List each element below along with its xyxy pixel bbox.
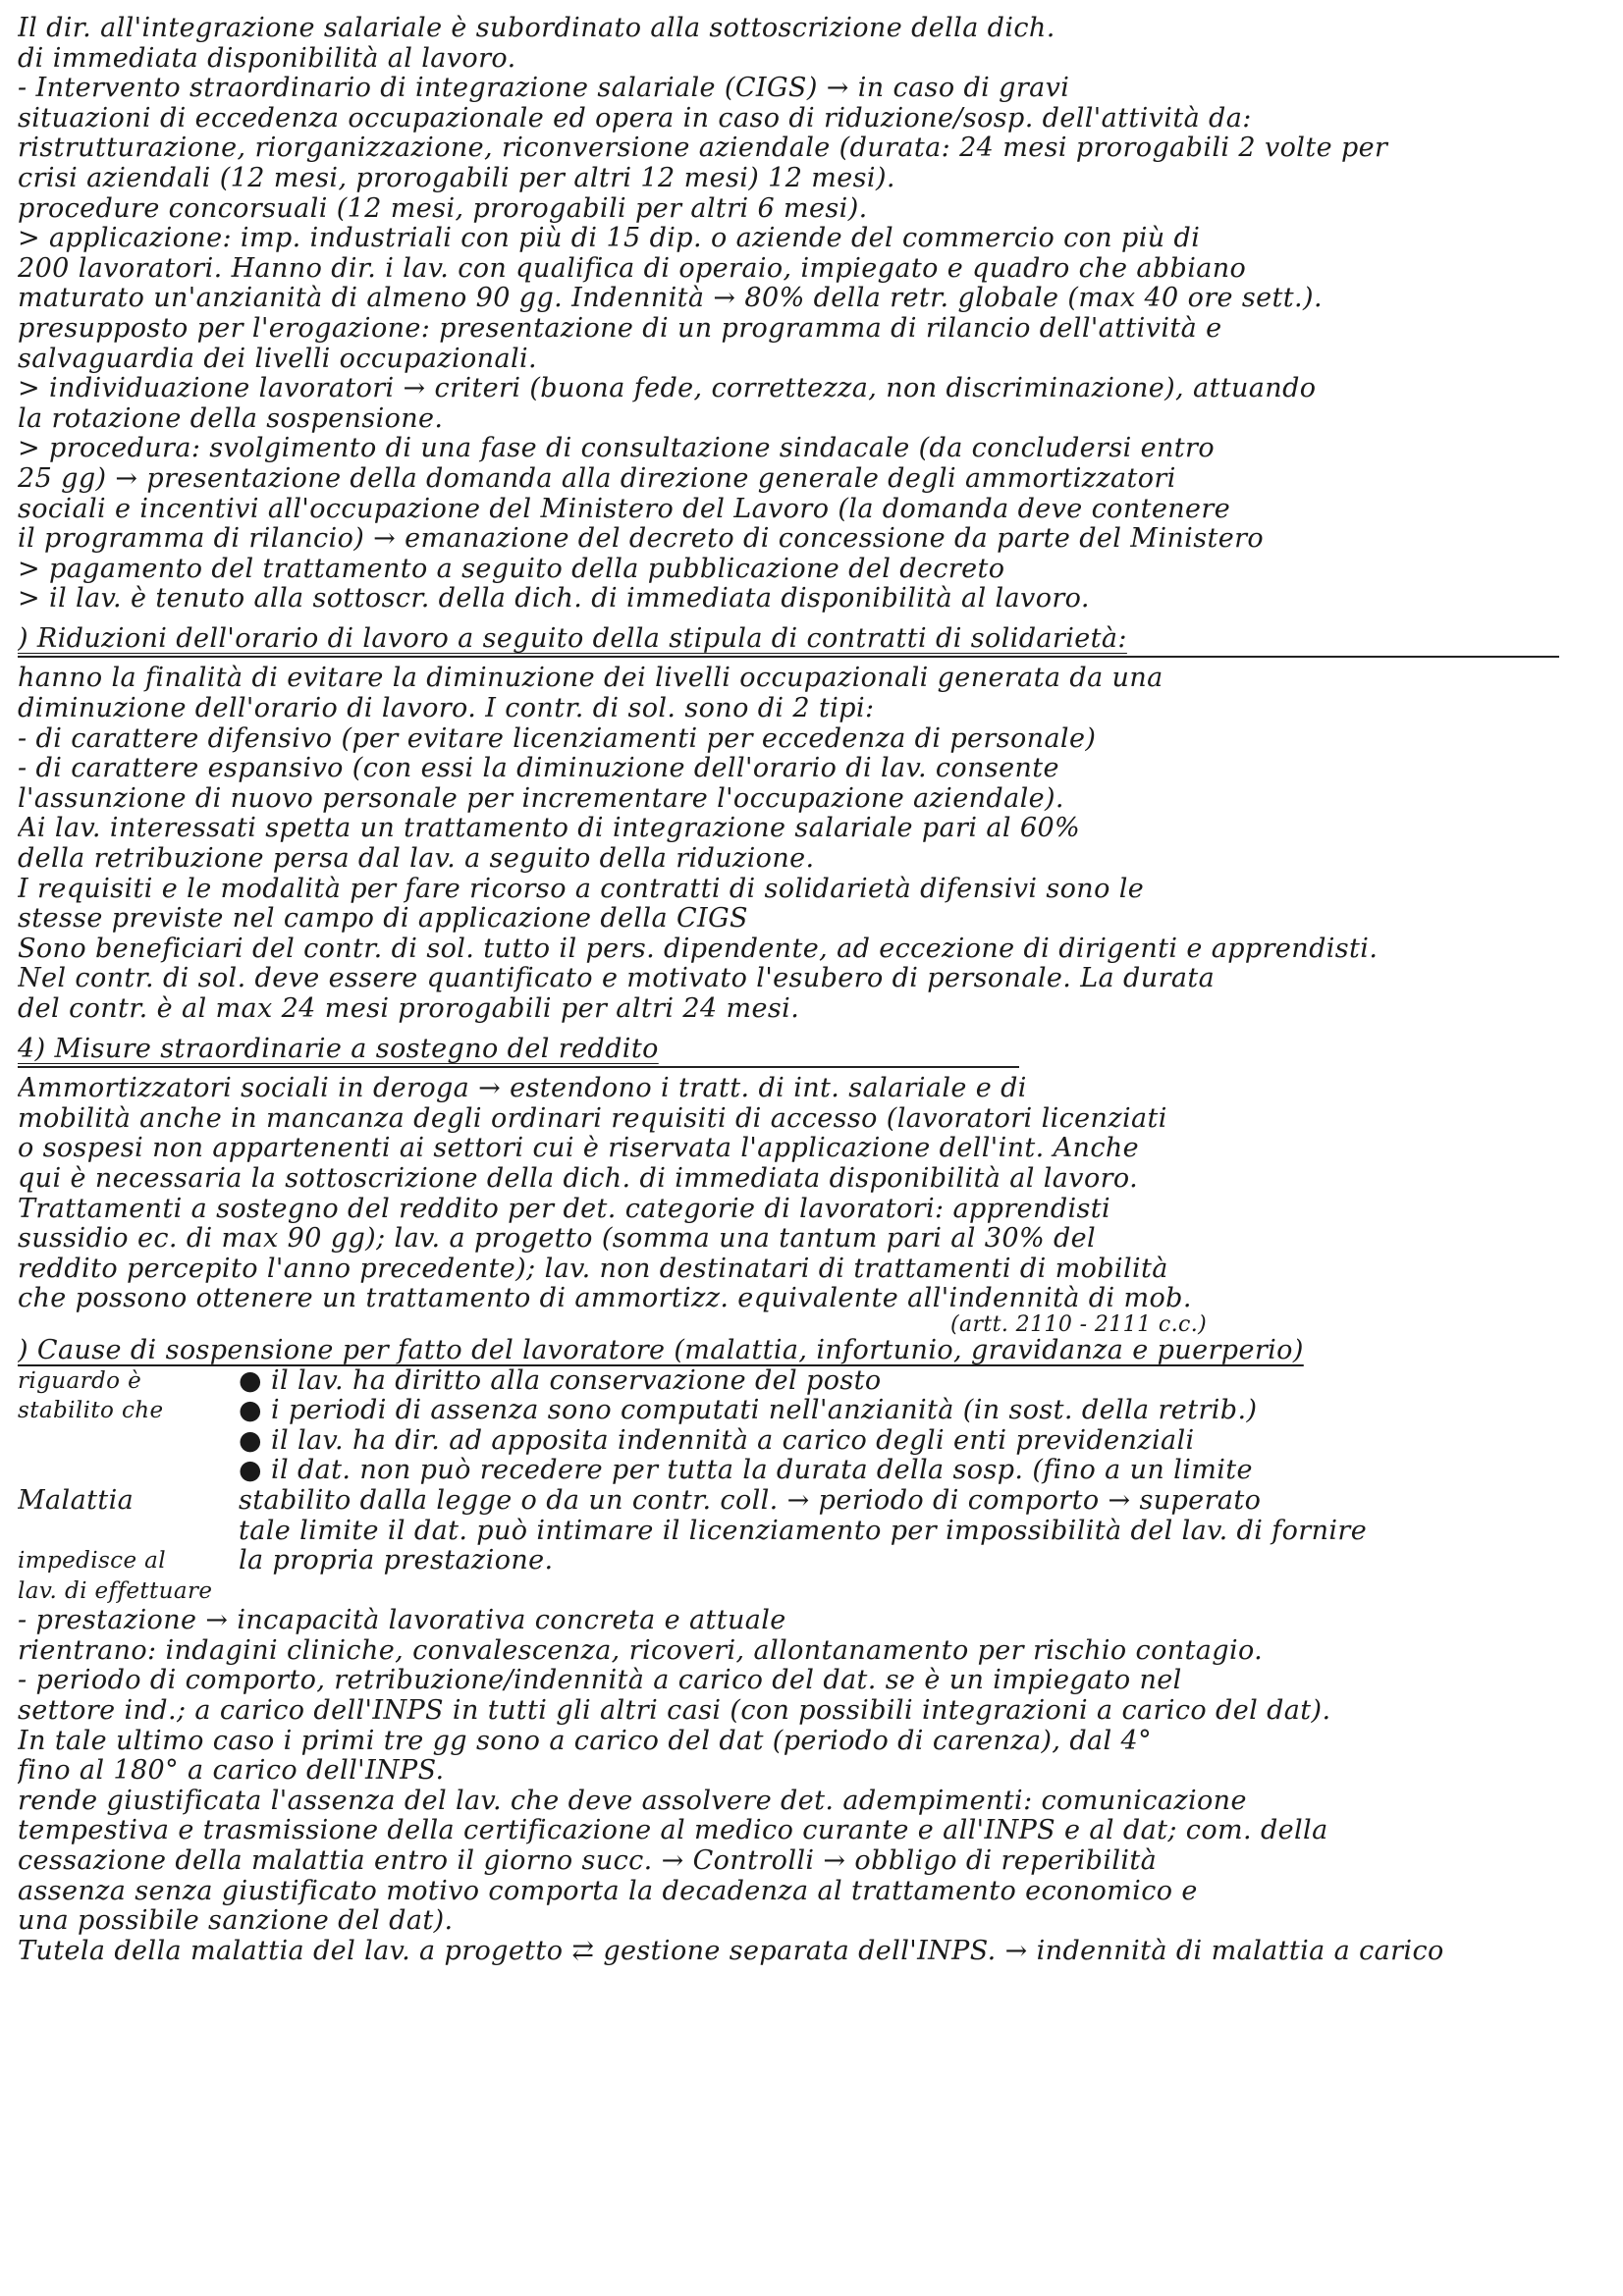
text-line: - prestazione → incapacità lavorativa concreta e attuale: [18, 1606, 786, 1636]
text-line: qui è necessaria la sottoscrizione della dich. di immediata disponibilità al lavoro.: [18, 1163, 1139, 1194]
side-label: [18, 1517, 239, 1547]
bullet-item: ● i periodi di assenza sono computati nell'anzianità (in sost. della retrib.): [239, 1396, 1258, 1426]
text-line: > applicazione: imp. industriali con più di 15 dip. o aziende del commercio con più di: [18, 224, 1201, 254]
text-line: Nel contr. di sol. deve essere quantificato e motivato l'esubero di personale. La durata: [18, 964, 1216, 994]
bullet-item: ● il lav. ha diritto alla conservazione del posto: [239, 1365, 882, 1396]
side-label: riguardo è: [18, 1367, 142, 1394]
text-line: la propria prestazione.: [239, 1546, 554, 1576]
text-line: Sono beneficiari del contr. di sol. tutto il pers. dipendente, ad eccezione di dirigenti e apprendisti.: [18, 934, 1379, 964]
text-line: presupposto per l'erogazione: presentazione di un programma di rilancio dell'attività e: [18, 313, 1222, 344]
section-heading-text: ) Cause di sospensione per fatto del lavoratore (malattia, infortunio, gravidanza e puerperio): [18, 1335, 1304, 1365]
bullet-item: ● il lav. ha dir. ad apposita indennità a carico degli enti previdenziali: [239, 1425, 1195, 1456]
text-line: della retribuzione persa dal lav. a seguito della riduzione.: [18, 844, 815, 875]
bullet-item: ● il dat. non può recedere per tutta la durata della sosp. (fino a un limite: [239, 1456, 1253, 1486]
text-line: la rotazione della sospensione.: [18, 403, 444, 434]
text-line: settore ind.; a carico dell'INPS in tutti gli altri casi (con possibili integrazioni a carico del dat).: [18, 1696, 1331, 1727]
section-heading-text: 4) Misure straordinarie a sostegno del reddito: [18, 1034, 659, 1064]
text-line: stabilito dalla legge o da un contr. coll. → periodo di comporto → superato: [239, 1485, 1262, 1516]
text-line: diminuzione dell'orario di lavoro. I contr. di sol. sono di 2 tipi:: [18, 694, 875, 724]
text-line: reddito percepito l'anno precedente); lav. non destinatari di trattamenti di mobilità: [18, 1254, 1168, 1284]
text-line: Ai lav. interessati spetta un trattamento di integrazione salariale pari al 60%: [18, 814, 1081, 844]
side-label: stabilito che: [18, 1398, 164, 1424]
text-line: I requisiti e le modalità per fare ricorso a contratti di solidarietà difensivi sono le: [18, 874, 1145, 904]
text-line: tempestiva e trasmissione della certificazione al medico curante e all'INPS e al dat; com. della: [18, 1816, 1328, 1846]
text-line: hanno la finalità di evitare la diminuzione dei livelli occupazionali generata da una: [18, 664, 1163, 694]
text-line: sociali e incentivi all'occupazione del Ministero del Lavoro (la domanda deve contenere: [18, 494, 1231, 524]
text-line: crisi aziendali (12 mesi, prorogabili per altri 12 mesi) 12 mesi).: [18, 163, 895, 193]
section-heading: [18, 1035, 1590, 1065]
text-line: - di carattere difensivo (per evitare licenziamenti per eccedenza di personale): [18, 723, 1097, 754]
text-line: > il lav. è tenuto alla sottoscr. della dich. di immediata disponibilità al lavoro.: [18, 584, 1090, 614]
text-line: procedure concorsuali (12 mesi, prorogabili per altri 6 mesi).: [18, 193, 868, 224]
side-label: impedisce al: [18, 1548, 167, 1575]
intro-section: [18, 14, 1590, 74]
text-line: Ammortizzatori sociali in deroga → estendono i tratt. di int. salariale e di: [18, 1074, 1027, 1104]
text-line: assenza senza giustificato motivo comporta la decadenza al trattamento economico e: [18, 1876, 1198, 1906]
text-line: di immediata disponibilità al lavoro.: [18, 43, 516, 74]
text-line: situazioni di eccedenza occupazionale ed opera in caso di riduzione/sosp. dell'attività da:: [18, 103, 1252, 133]
text-line: > procedura: svolgimento di una fase di consultazione sindacale (da concludersi entro: [18, 434, 1216, 464]
side-label-malattia: Malattia: [18, 1485, 135, 1516]
text-line: una possibile sanzione del dat).: [18, 1906, 454, 1937]
text-line: > individuazione lavoratori → criteri (buona fede, correttezza, non discriminazione), attuando: [18, 374, 1317, 404]
spacer: [239, 1576, 1590, 1607]
heading-underline: [18, 656, 1559, 658]
text-line: 200 lavoratori. Hanno dir. i lav. con qualifica di operaio, impiegato e quadro che abbiano: [18, 253, 1247, 284]
text-line: maturato un'anzianità di almeno 90 gg. Indennità → 80% della retr. globale (max 40 ore sett.).: [18, 284, 1323, 314]
text-line: ristrutturazione, riorganizzazione, riconversione aziendale (durata: 24 mesi prorogabili 2 volte per: [18, 133, 1388, 164]
text-line: del contr. è al max 24 mesi prorogabili per altri 24 mesi.: [18, 994, 800, 1024]
text-line: che possono ottenere un trattamento di ammortizz. equivalente all'indennità di mob.: [18, 1284, 1192, 1314]
side-label: lav. di effettuare: [18, 1577, 213, 1604]
section-heading: [18, 624, 1590, 655]
income-support-section: [18, 1035, 1590, 1314]
bullet-list: [239, 1366, 1590, 1607]
text-line: rende giustificata l'assenza del lav. che deve assolvere det. adempimenti: comunicazione: [18, 1786, 1247, 1816]
text-line: > pagamento del trattamento a seguito della pubblicazione del decreto: [18, 554, 1005, 584]
text-line: mobilità anche in mancanza degli ordinari requisiti di accesso (lavoratori licenziati: [18, 1103, 1167, 1134]
text-line: 25 gg) → presentazione della domanda alla direzione generale degli ammortizzatori: [18, 463, 1176, 494]
side-labels: [18, 1366, 239, 1607]
text-line: Il dir. all'integrazione salariale è subordinato alla sottoscrizione della dich.: [18, 14, 1055, 43]
text-line: Trattamenti a sostegno del reddito per det. categorie di lavoratori: apprendisti: [18, 1194, 1111, 1224]
articles-note: (artt. 2110 - 2111 c.c.): [950, 1313, 1208, 1336]
text-line: sussidio ec. di max 90 gg); lav. a progetto (somma una tantum pari al 30% del: [18, 1224, 1097, 1255]
text-line: - Intervento straordinario di integrazione salariale (CIGS) → in caso di gravi: [18, 74, 1070, 104]
text-line: tale limite il dat. può intimare il licenziamento per impossibilità del lav. di fornire: [239, 1516, 1368, 1546]
cigs-section: [18, 74, 1590, 614]
text-line: o sospesi non appartenenti ai settori cui è riservata l'applicazione dell'int. Anche: [18, 1134, 1140, 1164]
text-line: il programma di rilancio) → emanazione del decreto di concessione da parte del Ministero: [18, 524, 1265, 555]
text-line: fino al 180° a carico dell'INPS.: [18, 1756, 445, 1787]
text-line: stesse previste nel campo di applicazione della CIGS: [18, 904, 748, 934]
side-label: [18, 1426, 239, 1457]
text-line-last: Tutela della malattia del lav. a progetto ⇄ gestione separata dell'INPS. → indennità di malattia a carico: [18, 1936, 1444, 1966]
suspension-grid: [18, 1366, 1590, 1607]
suspension-section: [18, 1314, 1590, 1966]
text-line: - di carattere espansivo (con essi la diminuzione dell'orario di lav. consente: [18, 754, 1059, 784]
text-line: l'assunzione di nuovo personale per incrementare l'occupazione aziendale).: [18, 783, 1064, 814]
text-line: In tale ultimo caso i primi tre gg sono a carico del dat (periodo di carenza), dal 4°: [18, 1726, 1153, 1756]
text-line: salvaguardia dei livelli occupazionali.: [18, 344, 538, 374]
section-heading-text: ) Riduzioni dell'orario di lavoro a seguito della stipula di contratti di solidarietà:: [18, 623, 1127, 654]
text-line: cessazione della malattia entro il giorno succ. → Controlli → obbligo di reperibilità: [18, 1846, 1158, 1877]
side-label: [18, 1456, 239, 1486]
text-line: - periodo di comporto, retribuzione/indennità a carico del dat. se è un impiegato nel: [18, 1666, 1182, 1696]
section-heading: [18, 1336, 1590, 1366]
solidarity-section: [18, 624, 1590, 1025]
heading-underline: [18, 1066, 1019, 1068]
text-line: rientrano: indagini cliniche, convalescenza, ricoveri, allontanamento per rischio contagio.: [18, 1635, 1264, 1666]
